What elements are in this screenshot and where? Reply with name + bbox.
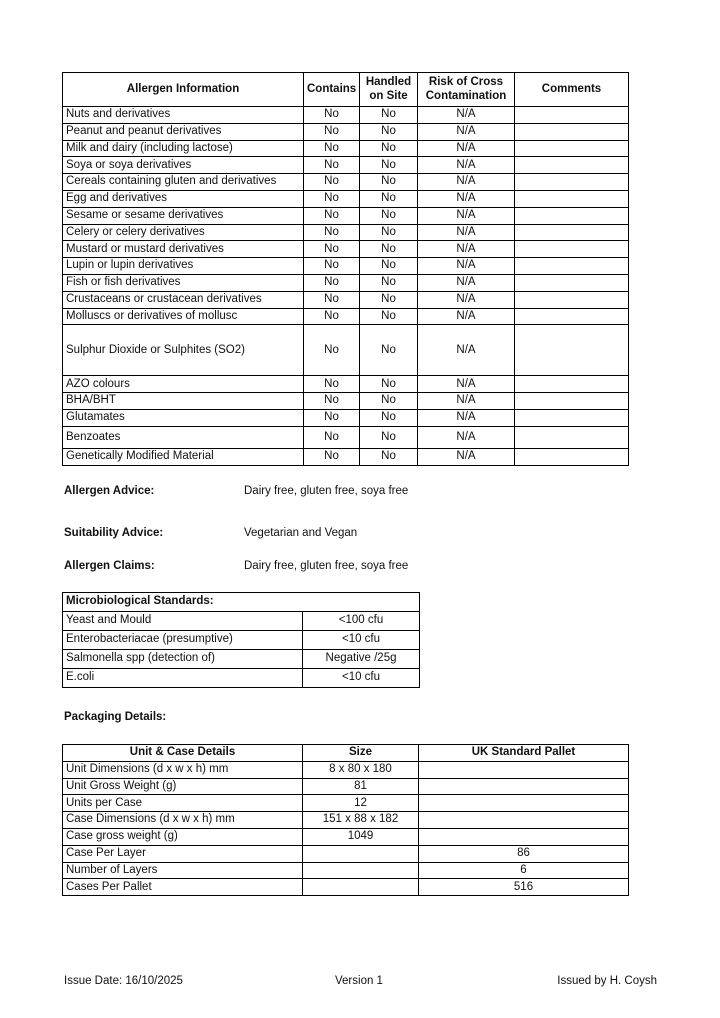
allergen-risk: N/A: [418, 157, 515, 174]
allergen-contains: No: [304, 190, 360, 207]
packaging-row: [63, 862, 629, 879]
footer-issued-by: Issued by H. Coysh: [557, 975, 657, 987]
allergen-comments: [515, 207, 629, 224]
allergen-risk: N/A: [418, 409, 515, 426]
allergen-claims-label: Allergen Claims:: [64, 560, 155, 572]
allergen-name: AZO colours: [63, 376, 304, 393]
packaging-title: Packaging Details:: [64, 711, 167, 723]
header-allergen-information: Allergen Information: [63, 73, 304, 107]
allergen-comments: [515, 224, 629, 241]
allergen-contains: No: [304, 448, 360, 465]
allergen-row: [63, 426, 629, 448]
allergen-handled: No: [360, 190, 418, 207]
allergen-handled: No: [360, 174, 418, 191]
packaging-row: [63, 812, 629, 829]
allergen-risk: N/A: [418, 140, 515, 157]
micro-row: [63, 650, 420, 669]
allergen-name: Glutamates: [63, 409, 304, 426]
allergen-risk: N/A: [418, 258, 515, 275]
packaging-pallet: 86: [419, 845, 629, 862]
allergen-comments: [515, 393, 629, 410]
allergen-risk: N/A: [418, 291, 515, 308]
microbiological-table: [62, 592, 420, 688]
allergen-handled: No: [360, 291, 418, 308]
allergen-comments: [515, 376, 629, 393]
allergen-comments: [515, 291, 629, 308]
packaging-name: Case gross weight (g): [63, 828, 303, 845]
allergen-claims-value: Dairy free, gluten free, soya free: [244, 560, 409, 572]
allergen-contains: No: [304, 140, 360, 157]
allergen-handled: No: [360, 393, 418, 410]
allergen-row: [63, 448, 629, 465]
allergen-risk: N/A: [418, 123, 515, 140]
micro-name: E.coli: [63, 669, 303, 688]
allergen-contains: No: [304, 258, 360, 275]
allergen-row: [63, 258, 629, 275]
suitability-advice: [64, 527, 357, 539]
packaging-row: [63, 778, 629, 795]
allergen-advice: [64, 485, 408, 497]
allergen-row: [63, 409, 629, 426]
allergen-row: [63, 107, 629, 124]
allergen-comments: [515, 157, 629, 174]
allergen-row: [63, 291, 629, 308]
packaging-name: Case Per Layer: [63, 845, 303, 862]
allergen-contains: No: [304, 157, 360, 174]
allergen-name: Nuts and derivatives: [63, 107, 304, 124]
allergen-row: [63, 157, 629, 174]
packaging-name: Case Dimensions (d x w x h) mm: [63, 812, 303, 829]
packaging-size: [303, 879, 419, 896]
allergen-risk: N/A: [418, 274, 515, 291]
allergen-name: Molluscs or derivatives of mollusc: [63, 308, 304, 325]
allergen-risk: N/A: [418, 207, 515, 224]
allergen-contains: No: [304, 376, 360, 393]
allergen-risk: N/A: [418, 107, 515, 124]
allergen-risk: N/A: [418, 325, 515, 376]
packaging-name: Number of Layers: [63, 862, 303, 879]
packaging-size: 8 x 80 x 180: [303, 761, 419, 778]
allergen-row: [63, 207, 629, 224]
allergen-comments: [515, 174, 629, 191]
micro-title: Microbiological Standards:: [63, 593, 420, 612]
allergen-handled: No: [360, 157, 418, 174]
packaging-row: [63, 761, 629, 778]
micro-name: Enterobacteriacae (presumptive): [63, 631, 303, 650]
header-handled-on-site: Handled on Site: [360, 73, 418, 107]
allergen-name: Lupin or lupin derivatives: [63, 258, 304, 275]
allergen-risk: N/A: [418, 426, 515, 448]
allergen-comments: [515, 409, 629, 426]
micro-value: <10 cfu: [303, 631, 420, 650]
allergen-handled: No: [360, 376, 418, 393]
allergen-comments: [515, 241, 629, 258]
allergen-risk: N/A: [418, 190, 515, 207]
suitability-advice-value: Vegetarian and Vegan: [244, 527, 358, 539]
allergen-row: [63, 140, 629, 157]
packaging-name: Unit Gross Weight (g): [63, 778, 303, 795]
allergen-name: Egg and derivatives: [63, 190, 304, 207]
packaging-size: 12: [303, 795, 419, 812]
allergen-row: [63, 376, 629, 393]
micro-value: <10 cfu: [303, 669, 420, 688]
allergen-handled: No: [360, 426, 418, 448]
packaging-size: 151 x 88 x 182: [303, 812, 419, 829]
allergen-contains: No: [304, 174, 360, 191]
allergen-contains: No: [304, 409, 360, 426]
allergen-name: Sesame or sesame derivatives: [63, 207, 304, 224]
allergen-comments: [515, 325, 629, 376]
allergen-contains: No: [304, 123, 360, 140]
allergen-comments: [515, 140, 629, 157]
packaging-name: Unit Dimensions (d x w x h) mm: [63, 761, 303, 778]
allergen-handled: No: [360, 308, 418, 325]
allergen-name: Fish or fish derivatives: [63, 274, 304, 291]
allergen-row: [63, 308, 629, 325]
packaging-name: Cases Per Pallet: [63, 879, 303, 896]
allergen-handled: No: [360, 207, 418, 224]
allergen-risk: N/A: [418, 376, 515, 393]
packaging-table: [62, 744, 629, 896]
header-comments: Comments: [515, 73, 629, 107]
allergen-name: Benzoates: [63, 426, 304, 448]
allergen-risk: N/A: [418, 308, 515, 325]
allergen-contains: No: [304, 107, 360, 124]
packaging-size: 81: [303, 778, 419, 795]
micro-row: [63, 631, 420, 650]
micro-value: Negative /25g: [303, 650, 420, 669]
packaging-row: [63, 795, 629, 812]
allergen-name: Soya or soya derivatives: [63, 157, 304, 174]
packaging-row: [63, 879, 629, 896]
allergen-contains: No: [304, 207, 360, 224]
allergen-contains: No: [304, 241, 360, 258]
allergen-handled: No: [360, 224, 418, 241]
allergen-row: [63, 224, 629, 241]
allergen-handled: No: [360, 107, 418, 124]
allergen-name: Genetically Modified Material: [63, 448, 304, 465]
allergen-row: [63, 123, 629, 140]
footer-version: Version 1: [335, 975, 383, 987]
suitability-advice-label: Suitability Advice:: [64, 527, 164, 539]
allergen-contains: No: [304, 224, 360, 241]
allergen-comments: [515, 190, 629, 207]
allergen-name: Sulphur Dioxide or Sulphites (SO2): [63, 325, 304, 376]
packaging-pallet: [419, 812, 629, 829]
allergen-header-row: [63, 73, 629, 107]
allergen-handled: No: [360, 241, 418, 258]
allergen-contains: No: [304, 426, 360, 448]
allergen-row: [63, 393, 629, 410]
allergen-name: Peanut and peanut derivatives: [63, 123, 304, 140]
allergen-contains: No: [304, 274, 360, 291]
allergen-handled: No: [360, 123, 418, 140]
packaging-pallet: [419, 828, 629, 845]
allergen-handled: No: [360, 325, 418, 376]
allergen-name: Crustaceans or crustacean derivatives: [63, 291, 304, 308]
allergen-name: Cereals containing gluten and derivatives: [63, 174, 304, 191]
allergen-row: [63, 241, 629, 258]
packaging-size: [303, 845, 419, 862]
allergen-risk: N/A: [418, 448, 515, 465]
allergen-claims: [64, 560, 408, 572]
allergen-comments: [515, 448, 629, 465]
micro-title-row: [63, 593, 420, 612]
allergen-risk: N/A: [418, 174, 515, 191]
packaging-name: Units per Case: [63, 795, 303, 812]
allergen-contains: No: [304, 308, 360, 325]
allergen-comments: [515, 426, 629, 448]
micro-name: Yeast and Mould: [63, 612, 303, 631]
packaging-pallet: [419, 761, 629, 778]
allergen-name: Milk and dairy (including lactose): [63, 140, 304, 157]
allergen-row: [63, 325, 629, 376]
packaging-row: [63, 845, 629, 862]
packaging-header-row: [63, 745, 629, 762]
allergen-table: [62, 72, 629, 466]
allergen-comments: [515, 107, 629, 124]
allergen-handled: No: [360, 258, 418, 275]
packaging-size: 1049: [303, 828, 419, 845]
packaging-size: [303, 862, 419, 879]
packaging-pallet: 6: [419, 862, 629, 879]
allergen-contains: No: [304, 393, 360, 410]
header-size: Size: [303, 745, 419, 762]
allergen-comments: [515, 274, 629, 291]
allergen-comments: [515, 258, 629, 275]
micro-row: [63, 612, 420, 631]
packaging-pallet: 516: [419, 879, 629, 896]
header-unit-case-details: Unit & Case Details: [63, 745, 303, 762]
header-risk-of-cross-contamination: Risk of Cross Contamination: [418, 73, 515, 107]
allergen-contains: No: [304, 325, 360, 376]
allergen-handled: No: [360, 140, 418, 157]
allergen-row: [63, 274, 629, 291]
packaging-row: [63, 828, 629, 845]
packaging-pallet: [419, 795, 629, 812]
allergen-comments: [515, 308, 629, 325]
allergen-comments: [515, 123, 629, 140]
header-contains: Contains: [304, 73, 360, 107]
allergen-row: [63, 190, 629, 207]
micro-name: Salmonella spp (detection of): [63, 650, 303, 669]
allergen-name: BHA/BHT: [63, 393, 304, 410]
header-uk-standard-pallet: UK Standard Pallet: [419, 745, 629, 762]
allergen-name: Celery or celery derivatives: [63, 224, 304, 241]
allergen-advice-label: Allergen Advice:: [64, 485, 155, 497]
allergen-handled: No: [360, 448, 418, 465]
micro-value: <100 cfu: [303, 612, 420, 631]
allergen-advice-value: Dairy free, gluten free, soya free: [244, 485, 409, 497]
allergen-row: [63, 174, 629, 191]
allergen-name: Mustard or mustard derivatives: [63, 241, 304, 258]
allergen-handled: No: [360, 274, 418, 291]
allergen-handled: No: [360, 409, 418, 426]
allergen-contains: No: [304, 291, 360, 308]
micro-row: [63, 669, 420, 688]
allergen-risk: N/A: [418, 241, 515, 258]
allergen-risk: N/A: [418, 393, 515, 410]
packaging-pallet: [419, 778, 629, 795]
footer-issue-date: Issue Date: 16/10/2025: [64, 975, 183, 987]
allergen-risk: N/A: [418, 224, 515, 241]
